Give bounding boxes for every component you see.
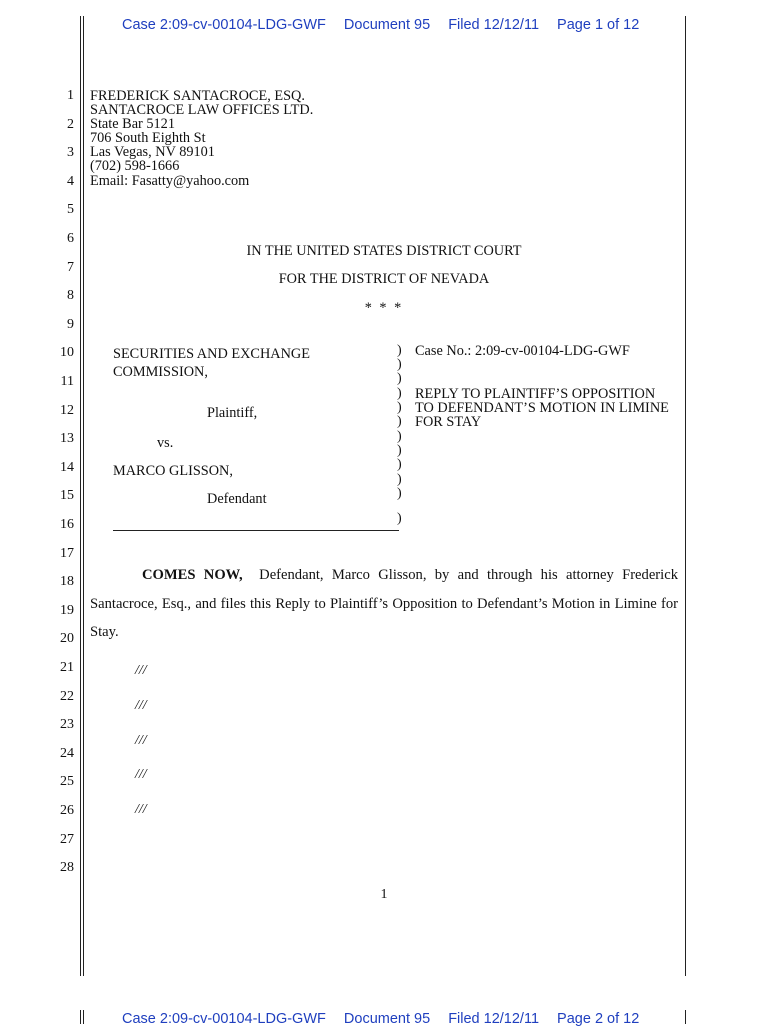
page2-left-margin-line-inner xyxy=(83,1010,84,1024)
defendant-name: MARCO GLISSON, xyxy=(113,463,233,479)
caption-paren: ) xyxy=(397,386,402,401)
line-number: 2 xyxy=(67,116,74,132)
line-number: 27 xyxy=(60,831,74,847)
line-number: 23 xyxy=(60,717,74,733)
court-name: IN THE UNITED STATES DISTRICT COURT xyxy=(246,243,522,259)
line-number: 6 xyxy=(67,231,74,246)
caption-paren: ) xyxy=(397,343,402,358)
caption-paren: ) xyxy=(397,457,402,472)
attorney-bar: State Bar 5121 xyxy=(90,116,175,132)
line-number: 15 xyxy=(60,488,74,504)
body-paragraph xyxy=(90,561,678,647)
attorney-email: Email: Fasatty@yahoo.com xyxy=(90,173,250,189)
slashes-4: /// xyxy=(135,767,147,782)
line-number: 12 xyxy=(60,402,74,418)
header-document: Document 95 xyxy=(343,17,431,33)
attorney-city: Las Vegas, NV 89101 xyxy=(90,144,215,160)
line-number: 10 xyxy=(60,345,74,361)
court-district: FOR THE DISTRICT OF NEVADA xyxy=(278,271,490,287)
plaintiff-name-line2: COMMISSION, xyxy=(113,364,208,380)
line-number: 9 xyxy=(67,316,74,332)
header-case-number: Case 2:09-cv-00104-LDG-GWF xyxy=(122,17,326,33)
document-title-line2: TO DEFENDANT’S MOTION IN LIMINE xyxy=(415,400,669,416)
caption-rule xyxy=(113,530,399,531)
slashes-2: /// xyxy=(135,698,147,713)
caption-paren: ) xyxy=(397,429,402,444)
line-number: 20 xyxy=(60,631,74,647)
line-number: 18 xyxy=(60,574,74,590)
page2-filing-header xyxy=(122,1011,653,1027)
body-text: Defendant, Marco Glisson, by and through his attorney Frederick Santacroce, Esq., and files this Reply to Plaintiff’s Opposition to Defendant’s Motion in Limine for Stay. xyxy=(90,567,678,641)
line-number: 16 xyxy=(60,517,74,532)
line-number: 13 xyxy=(60,431,74,447)
line-number: 19 xyxy=(60,602,74,618)
line-number: 17 xyxy=(60,545,74,561)
case-number: Case No.: 2:09-cv-00104-LDG-GWF xyxy=(415,343,630,359)
right-margin-line xyxy=(685,16,686,976)
document-title-line3: FOR STAY xyxy=(415,414,482,430)
page-number: 1 xyxy=(380,887,388,902)
caption-paren: ) xyxy=(397,400,402,415)
court-stars: * * * xyxy=(364,300,404,316)
versus: vs. xyxy=(157,435,174,451)
header-page: Page 1 of 12 xyxy=(557,17,640,33)
slashes-1: /// xyxy=(135,663,147,678)
slashes-3: /// xyxy=(135,733,147,748)
filing-header xyxy=(122,17,653,33)
caption-paren: ) xyxy=(397,414,402,429)
page2-header-case-number: Case 2:09-cv-00104-LDG-GWF xyxy=(122,1011,326,1027)
page2-left-margin-line xyxy=(80,1010,81,1024)
line-number: 22 xyxy=(60,688,74,704)
left-margin-line xyxy=(80,16,81,976)
left-margin-line-inner xyxy=(83,16,84,976)
document-page-2-top xyxy=(0,1000,768,1027)
caption-paren: ) xyxy=(397,371,402,386)
line-number: 7 xyxy=(67,259,74,275)
slashes-5: /// xyxy=(135,802,147,817)
page2-header-document: Document 95 xyxy=(343,1011,431,1027)
line-number: 1 xyxy=(67,88,74,103)
line-number: 24 xyxy=(60,745,74,761)
attorney-street: 706 South Eighth St xyxy=(90,130,206,146)
plaintiff-role: Plaintiff, xyxy=(207,405,258,421)
plaintiff-name-line1: SECURITIES AND EXCHANGE xyxy=(113,346,310,362)
defendant-role: Defendant xyxy=(207,491,267,507)
line-number: 4 xyxy=(67,173,74,189)
line-number: 21 xyxy=(60,660,74,675)
header-filed-date: Filed 12/12/11 xyxy=(448,17,540,33)
body-lead: COMES NOW, xyxy=(142,567,243,583)
line-number: 11 xyxy=(60,374,74,389)
line-number: 26 xyxy=(60,803,74,818)
document-title-line1: REPLY TO PLAINTIFF’S OPPOSITION xyxy=(415,386,656,402)
page2-right-margin-line xyxy=(685,1010,686,1024)
caption-paren: ) xyxy=(397,357,402,372)
line-number: 8 xyxy=(67,288,74,304)
line-number: 25 xyxy=(60,774,74,790)
attorney-firm: SANTACROCE LAW OFFICES LTD. xyxy=(90,102,314,118)
caption-paren: ) xyxy=(397,443,402,458)
attorney-phone: (702) 598-1666 xyxy=(90,158,180,174)
attorney-name: FREDERICK SANTACROCE, ESQ. xyxy=(90,88,305,104)
caption-paren: ) xyxy=(397,472,402,487)
caption-paren: ) xyxy=(397,486,402,501)
line-number: 3 xyxy=(67,145,74,161)
line-number: 14 xyxy=(60,459,74,475)
caption-paren: ) xyxy=(397,511,402,526)
line-number: 28 xyxy=(60,860,74,876)
page2-header-filed-date: Filed 12/12/11 xyxy=(448,1011,540,1027)
line-number: 5 xyxy=(67,202,74,218)
page2-header-page: Page 2 of 12 xyxy=(557,1011,640,1027)
